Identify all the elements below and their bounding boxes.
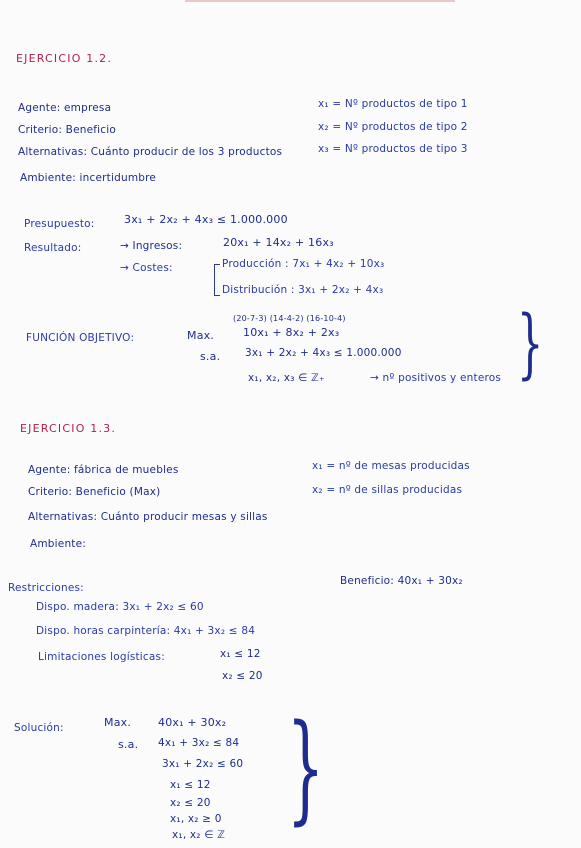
ex12-sa-equation: 3x₁ + 2x₂ + 4x₃ ≤ 1.000.000 xyxy=(245,347,402,359)
ex12-agente: Agente: empresa xyxy=(18,102,112,114)
ex13-agente: Agente: fábrica de muebles xyxy=(28,464,179,476)
ex13-alternativas: Alternativas: Cuánto producir mesas y sillas xyxy=(28,511,268,523)
ex13-right-brace: } xyxy=(286,698,325,836)
ex13-max-label: Max. xyxy=(104,716,132,729)
distribucion-equation: Distribución : 3x₁ + 2x₂ + 4x₃ xyxy=(222,284,384,296)
ex12-var-x1: x₁ = Nº productos de tipo 1 xyxy=(318,98,468,110)
exercise-1-3-title: EJERCICIO 1.3. xyxy=(20,422,117,435)
ex13-constraint-1: 4x₁ + 3x₂ ≤ 84 xyxy=(158,737,240,749)
ex12-ambiente: Ambiente: incertidumbre xyxy=(20,172,157,184)
ex13-criterio: Criterio: Beneficio (Max) xyxy=(28,486,161,498)
ex13-constraint-3: x₁ ≤ 12 xyxy=(170,779,211,791)
logistic-constraint-x2: x₂ ≤ 20 xyxy=(222,670,263,682)
ex12-criterio: Criterio: Beneficio xyxy=(18,124,116,136)
ex13-var-x2: x₂ = nº de sillas producidas xyxy=(312,484,463,496)
produccion-equation: Producción : 7x₁ + 4x₂ + 10x₃ xyxy=(222,258,385,270)
presupuesto-equation: 3x₁ + 2x₂ + 4x₃ ≤ 1.000.000 xyxy=(124,213,288,226)
ex12-max-equation: 10x₁ + 8x₂ + 2x₃ xyxy=(243,326,340,339)
ex12-var-x2: x₂ = Nº productos de tipo 2 xyxy=(318,121,468,133)
ex13-var-x1: x₁ = nº de mesas producidas xyxy=(312,460,470,472)
solucion-label: Solución: xyxy=(14,722,64,734)
ex12-right-brace: } xyxy=(516,298,544,387)
ex13-ambiente: Ambiente: xyxy=(30,538,87,550)
carpinteria-constraint: Dispo. horas carpintería: 4x₁ + 3x₂ ≤ 84 xyxy=(36,625,256,637)
exercise-1-2-title: EJERCICIO 1.2. xyxy=(16,52,113,65)
logisticas-label: Limitaciones logísticas: xyxy=(38,651,165,663)
ingresos-label: → Ingresos: xyxy=(120,240,183,252)
ex12-sa-label: s.a. xyxy=(200,350,221,363)
funcion-objetivo-label: FUNCIÓN OBJETIVO: xyxy=(26,332,135,344)
page-top-edge xyxy=(185,0,455,2)
logistic-constraint-x1: x₁ ≤ 12 xyxy=(220,648,261,660)
ex12-max-label: Max. xyxy=(187,329,215,342)
ex13-max-equation: 40x₁ + 30x₂ xyxy=(158,716,227,729)
ex12-domain-note: → nº positivos y enteros xyxy=(370,372,502,384)
ex13-constraint-6: x₁, x₂ ∈ ℤ xyxy=(172,829,226,841)
ex13-constraint-2: 3x₁ + 2x₂ ≤ 60 xyxy=(162,758,244,770)
ex12-domain: x₁, x₂, x₃ ∈ ℤ₊ xyxy=(248,372,325,384)
ex12-var-x3: x₃ = Nº productos de tipo 3 xyxy=(318,143,468,155)
costes-bracket xyxy=(214,264,220,296)
resultado-label: Resultado: xyxy=(24,242,82,254)
coefficient-notes: (20-7-3) (14-4-2) (16-10-4) xyxy=(233,314,346,323)
ex13-constraint-4: x₂ ≤ 20 xyxy=(170,797,211,809)
presupuesto-label: Presupuesto: xyxy=(24,218,95,230)
ex12-alternativas: Alternativas: Cuánto producir de los 3 productos xyxy=(18,146,283,158)
ingresos-equation: 20x₁ + 14x₂ + 16x₃ xyxy=(223,236,334,249)
beneficio-equation: Beneficio: 40x₁ + 30x₂ xyxy=(340,575,463,587)
costes-label: → Costes: xyxy=(120,262,173,274)
restricciones-label: Restricciones: xyxy=(8,582,84,594)
madera-constraint: Dispo. madera: 3x₁ + 2x₂ ≤ 60 xyxy=(36,601,204,613)
ex13-sa-label: s.a. xyxy=(118,738,139,751)
ex13-constraint-5: x₁, x₂ ≥ 0 xyxy=(170,813,222,825)
